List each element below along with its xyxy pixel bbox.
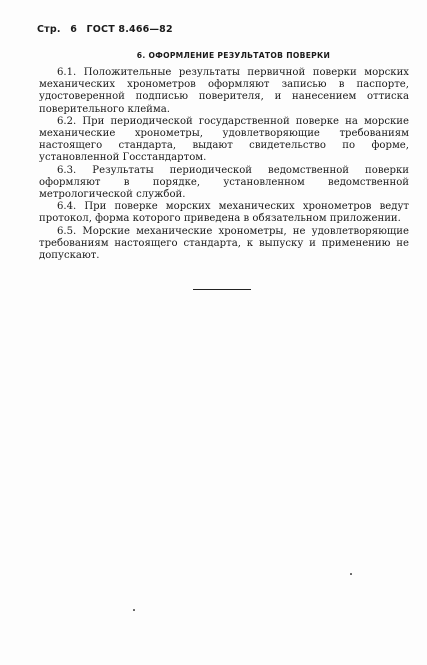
paragraph-6-5: 6.5. Морские механические хронометры, не удовлетворяющие требованиям настоящего стандарта, к выпуску и применению не допускают. [39,225,409,262]
paragraph-6-2: 6.2. При периодической государственной поверке на морские механические хронометры, удовлетворяющие требованиям настоящего стандарта, выдают свидетельство по форме, установленной Госстандартом. [39,115,409,164]
section-body [39,67,409,262]
scan-speck [133,609,135,611]
paragraph-6-3: 6.3. Результаты периодической ведомственной поверки оформляют в порядке, установленном ведомственной метрологической службой. [39,164,409,201]
section-title: 6. ОФОРМЛЕНИЕ РЕЗУЛЬТАТОВ ПОВЕРКИ [136,51,331,60]
end-rule [193,289,251,290]
page-header [37,24,179,35]
standard-number: ГОСТ 8.466—82 [86,24,173,35]
page-label: Стр. [37,24,61,35]
scan-speck [350,573,352,575]
page-number: 6 [70,24,78,35]
paragraph-6-4: 6.4. При поверке морских механических хронометров ведут протокол, форма которого приведена в обязательном приложении. [39,201,409,225]
paragraph-6-1: 6.1. Положительные результаты первичной поверки морских механических хронометров оформляют записью в паспорте, удостоверенной подписью поверителя, и нанесением оттиска поверительного клейма. [39,67,409,115]
